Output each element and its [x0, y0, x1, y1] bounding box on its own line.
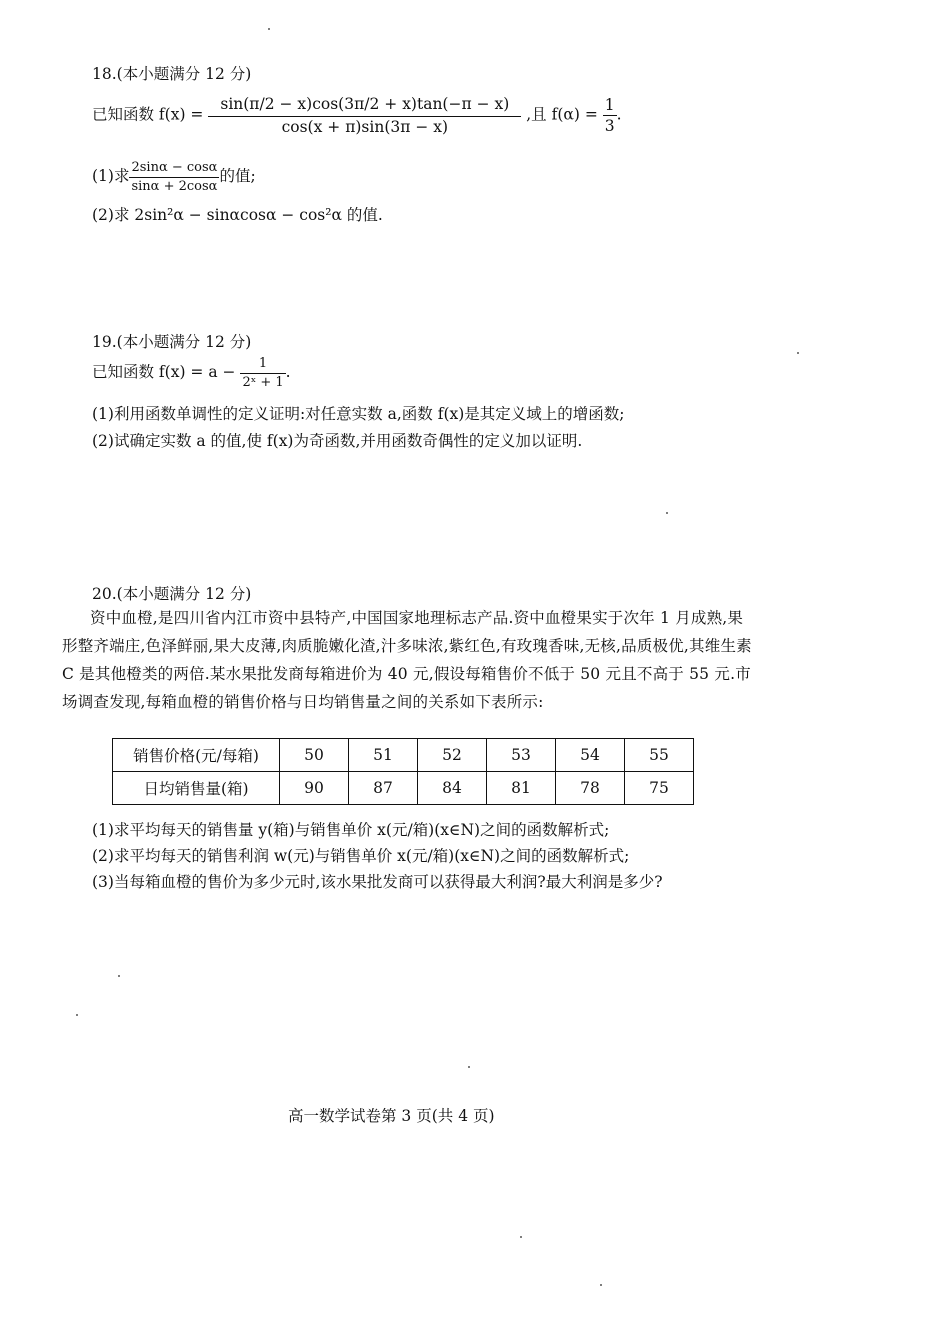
table-cell: 50 [280, 739, 349, 772]
q18-condition-fraction [603, 96, 617, 136]
scan-speck [666, 512, 668, 514]
scan-speck [468, 1066, 470, 1068]
table-cell: 54 [556, 739, 625, 772]
scan-speck [268, 28, 270, 30]
q20-body: 资中血橙,是四川省内江市资中县特产,中国国家地理标志产品.资中血橙果实于次年 1 月成熟,果形整齐端庄,色泽鲜丽,果大皮薄,肉质脆嫩化渣,汁多味浓,紫红色,有玫瑰香味,无核,品质极优,其维生素 C 是其他橙类的两倍.某水果批发商每箱进价为 40 元,假设每箱售价不低于 50 元且不高于 55 元.市场调查发现,每箱血橙的销售价格与日均销售量之间的关系如下表所示: [62, 609, 752, 711]
scan-speck [797, 352, 799, 354]
q18-condition-denominator: 3 [604, 117, 615, 136]
q20-part1: (1)求平均每天的销售量 y(箱)与销售单价 x(元/箱)(x∈N)之间的函数解析式; [92, 821, 610, 839]
table-row-label-sales: 日均销售量(箱) [113, 772, 280, 805]
scan-speck [76, 1014, 78, 1016]
q18-denominator: cos(x + π)sin(3π − x) [281, 117, 449, 136]
table-cell: 78 [556, 772, 625, 805]
q19-fraction [240, 356, 285, 390]
table-cell: 90 [280, 772, 349, 805]
q19-part1: (1)利用函数单调性的定义证明:对任意实数 a,函数 f(x)是其定义域上的增函数; [92, 405, 625, 423]
q18-part1-suffix: 的值; [219, 167, 256, 186]
q20-part3: (3)当每箱血橙的售价为多少元时,该水果批发商可以获得最大利润?最大利润是多少? [92, 873, 663, 891]
q18-numerator: sin(π/2 − x)cos(3π/2 + x)tan(−π − x) [208, 95, 521, 117]
q19-intro: 已知函数 f(x) = a − [92, 363, 236, 382]
table-cell: 51 [349, 739, 418, 772]
q18-intro: 已知函数 f(x) = [92, 105, 204, 124]
q18-condition: ,且 f(α) = [526, 105, 598, 124]
q18-fraction [208, 95, 521, 136]
q18-header: 18.(本小题满分 12 分) [92, 65, 252, 83]
q18-part1-numerator: 2sinα − cosα [129, 160, 219, 178]
table-row-label-price: 销售价格(元/每箱) [113, 739, 280, 772]
table-cell: 87 [349, 772, 418, 805]
q19-function-definition: 已知函数 f(x) = a − $\frac{1}{\text{2ˣ + 1}}$ . [92, 356, 291, 390]
q19-header: 19.(本小题满分 12 分) [92, 333, 252, 351]
q19-part2: (2)试确定实数 a 的值,使 f(x)为奇函数,并用函数奇偶性的定义加以证明. [92, 432, 583, 450]
q18-part1-denominator: sinα + 2cosα [131, 178, 218, 194]
q19-numerator: 1 [240, 356, 285, 374]
table-row [113, 739, 694, 772]
q19-denominator: 2ˣ + 1 [242, 374, 284, 390]
table-cell: 52 [418, 739, 487, 772]
scan-speck [600, 1284, 602, 1286]
q20-part2: (2)求平均每天的销售利润 w(元)与销售单价 x(元/箱)(x∈N)之间的函数解析式; [92, 847, 630, 865]
q18-function-definition: 已知函数 f(x) = $\frac{\sin(\pi/2 - x)\cos(3\pi/2 + x)\tan(-\pi - x)}{\cos(x + \pi)\sin(3\pi - x)}$ ,且 f(α) = $\frac{1}{3}$ . [92, 95, 622, 136]
q18-part1-prefix: (1)求 [92, 167, 130, 186]
q18-part1-fraction [129, 160, 219, 194]
table-cell: 75 [625, 772, 694, 805]
page-footer: 高一数学试卷第 3 页(共 4 页) [288, 1107, 495, 1125]
table-cell: 84 [418, 772, 487, 805]
scan-speck [118, 975, 120, 977]
q18-part2: (2)求 2sin²α − sinαcosα − cos²α 的值. [92, 206, 383, 224]
q20-price-sales-table [112, 738, 694, 805]
table-cell: 81 [487, 772, 556, 805]
table-cell: 53 [487, 739, 556, 772]
table-row [113, 772, 694, 805]
scan-speck [520, 1236, 522, 1238]
table-cell: 55 [625, 739, 694, 772]
q18-part1 [92, 160, 256, 194]
q18-condition-numerator: 1 [603, 96, 617, 117]
q20-header: 20.(本小题满分 12 分) [92, 585, 252, 603]
